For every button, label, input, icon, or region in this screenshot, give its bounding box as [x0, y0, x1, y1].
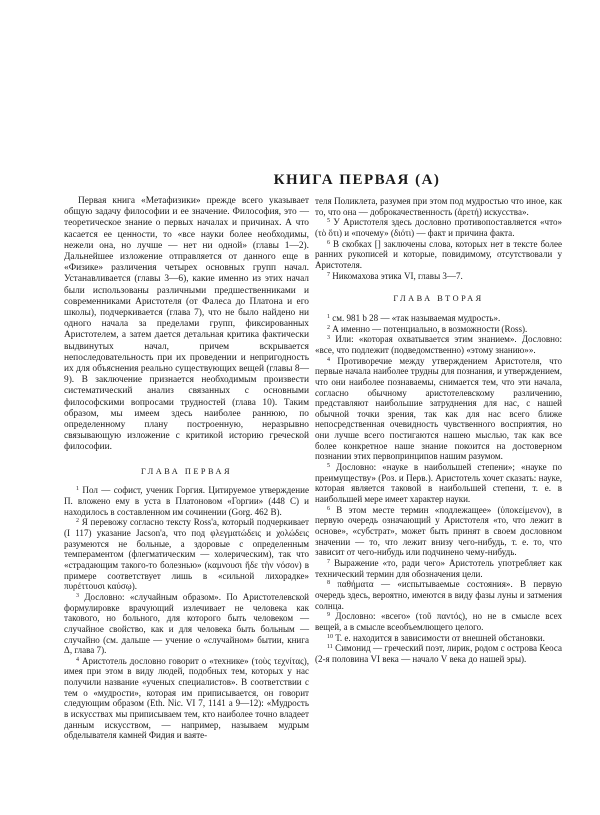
footnote: [315, 505, 562, 558]
footnote-number: 5: [327, 463, 330, 470]
footnote: [315, 558, 562, 579]
footnote-number: 1: [76, 486, 79, 493]
footnote: [64, 517, 309, 592]
footnote: [64, 485, 309, 517]
footnote-number: 7: [327, 271, 330, 278]
intro-paragraph: Первая книга «Метафизики» прежде всего указывает общую задачу философии и ее значение. Философия, это — теоретическое знание о первых началах и причинах. А что касается ее ценности, то «все науки более необходимы, нежели она, но лучше — нет ни одной» (главы 1—2). Дальнейшее изложение отправляется от данного еще в «Физике» различения четырех основных групп начал. Устанавливается (главы 3—6), какие именно из этих начал были использованы различными предшественниками и современниками Аристотеля (от Фалеса до Платона и его школы), подчеркивается (глава 7), что не было найдено ни одного начала за пределами групп, фиксированных Аристотелем, а затем дается детальная критика фактически выдвинутых начал, причем вскрывается непоследовательность при их проведении и непригодность их для объяснения реально существующих вещей (главы 8—9). В заключение признается необходимым произвести систематический анализ связанных с основными философскими вопросами трудностей (глава 10). Таким образом, мы имеем здесь наиболее раннюю, по определенному плану построенную, неразрывно связывающую изложение с критикой историю греческой философии.: [64, 196, 309, 453]
footnote-text: Никомахова этика VI, главы 3—7.: [332, 270, 463, 281]
footnote-number: 9: [327, 612, 330, 619]
footnote: [315, 462, 562, 505]
footnote-text: см. 981 b 28 — «так называемая мудрость».: [332, 312, 501, 323]
footnote: [315, 643, 562, 664]
footnote-number: 10: [327, 633, 333, 640]
footnote-text: Дословно: «всего» (τοῦ παντός), но не в смысле всех вещей, а в смысле всеобъемлющего целого.: [315, 611, 562, 632]
footnote-text: А именно — потенциально, в возможности (Ross).: [332, 323, 528, 334]
footnote: [315, 313, 562, 324]
footnote: [315, 196, 562, 217]
right-column: [315, 196, 562, 665]
chapter-2-heading: ГЛАВА ВТОРАЯ: [393, 294, 484, 304]
footnote-number: 3: [76, 592, 79, 599]
footnote-number: 6: [327, 239, 330, 246]
footnote-number: 1: [327, 313, 330, 320]
footnote-text: παθήματα — «испытываемые состояния». В первую очередь здесь, вероятно, имеются в виду фазы луны и затмения солнца.: [315, 579, 562, 611]
footnote: [315, 356, 562, 463]
chapter-1-notes: [64, 485, 309, 741]
chapter-1-heading: ГЛАВА ПЕРВАЯ: [140, 466, 233, 476]
footnote-text: Или: «которая охватывается этим знанием». Дословно: «все, что подлежит (подведомственно) «этому знанию»».: [315, 334, 562, 355]
footnote-number: 11: [327, 644, 333, 651]
footnote-number: 2: [76, 518, 79, 525]
footnote-text: Дословно: «случайным образом». По Аристотелевской формулировке врачующий излечивает не человека как такового, но больного, для которого быть человеком — случайное свойство, как и для человека быть больным — случайно (см. дальше — учение о «случайном» бытии, книга Δ, глава 7).: [64, 591, 309, 656]
footnote-text: Дословно: «науке в наибольшей степени»; «науке по преимуществу» (Роз. и Перв.). Аристотель хочет сказать: науке, которая является таковой в наибольшей степени, т. е. в наибольшей мере имеет характер науки.: [315, 462, 563, 505]
footnote-text: Аристотель дословно говорит о «технике» (τοὺς τεχνίτας), имея при этом в виду людей, подобных тем, которых у нас получили название «ученых специалистов». В соответствии с тем о «мудрости», которая им приписывается, он говорит следующим образом (Eth. Nic. VI 7, 1141 a 9—12): «Мудрость в искусствах мы приписываем тем, кто наиболее точно владеет данным искусством, — например, называем мудрым обделывателя камней Фидия и ваяте-: [64, 655, 309, 741]
continued-notes: [315, 196, 562, 281]
footnote: [315, 334, 562, 355]
footnote: [64, 592, 309, 656]
footnote-text: Т. е. находится в зависимости от внешней обстановки.: [335, 632, 545, 643]
footnote-text: Выражение «то, ради чего» Аристотель употребляет как технический термин для обозначения цели.: [315, 558, 563, 579]
footnote-text: Симонид — греческий поэт, лирик, родом с острова Кеоса (2-я половина VI века — начало V века до нашей эры).: [315, 643, 562, 664]
footnote: [315, 324, 562, 335]
footnote-text: У Аристотеля здесь дословно противопоставляется «что» (τὸ ὅτι) и «почему» (διότι) — факт и причина факта.: [315, 217, 562, 238]
footnote: [64, 656, 309, 741]
footnote: [315, 579, 562, 611]
footnote-number: 7: [327, 559, 330, 565]
footnote-number: 4: [76, 656, 79, 663]
footnote: [315, 217, 562, 238]
footnote-text: Пол — софист, ученик Горгия. Цитируемое утверждение П. вложено ему в уста в Платоновом «Горгии» (448 С) и находилось в составленном им сочинении (Gorg. 462 В).: [64, 485, 310, 517]
footnote-text: Противоречие между утверждением Аристотеля, что первые начала наиболее трудны для познания, и утверждением, что они наиболее познаваемы, снимается тем, что эти начала, согласно обычному аристотелевскому различению, представляют наибольшие затруднения для нас, с нашей обычной точки зрения, так как для нас всего ближе непосредственная очевидность чувственного восприятия, но они лучше всего постигаются нашею мыслью, так как все более конкретное наше знание покоится на достоверном познании этих первопринципов нашим разумом.: [315, 355, 562, 462]
footnote-number: 2: [327, 324, 330, 331]
chapter-2-notes: [315, 313, 562, 665]
footnote: [315, 271, 562, 282]
left-column: [64, 196, 309, 741]
book-title: КНИГА ПЕРВАЯ (А): [273, 172, 441, 188]
footnote: [315, 633, 562, 644]
footnote: [315, 611, 562, 632]
footnote-number: 3: [327, 335, 330, 342]
intro-summary: [64, 196, 309, 454]
footnote-text: теля Поликлета, разумея при этом под мудростью что иное, как то, что она — доброкачественность (ἀρετή) искусства».: [315, 196, 562, 217]
footnote-text: В этом месте термин «подлежащее» (ὑποκείμενον), в первую очередь означающий у Аристотеля «то, что лежит в основе», «субстрат», может быть принят в своем дословном значении — то, что лежит внизу чего-нибудь, т. е. то, что зависит от чего-нибудь или подчинено чему-нибудь.: [315, 504, 562, 558]
footnote: [315, 239, 562, 271]
footnote-number: 4: [327, 356, 330, 363]
footnote-number: 8: [327, 580, 330, 587]
footnote-text: В скобках [] заключены слова, которых нет в тексте более ранних рукописей и которые, повидимому, отсутствовали у Аристотеля.: [315, 238, 562, 270]
footnote-number: 5: [327, 218, 330, 225]
footnote-text: Я перевожу согласно тексту Ross'а, который подчеркивает (I 117) указание Jacson'а, что под φλεγματώδεις и χολώδεις разумеются не больные, а здоровые с определенным темпераментом (флегматическим — холерическим), так что «страдающим такого-то болезнью» (καμνουσι ἤδε τὴν νόσον) в примере соответствует лишь в «сильной лихорадке» πυρέττουσι καύσῳ).: [64, 517, 310, 592]
footnote-number: 6: [327, 505, 330, 512]
